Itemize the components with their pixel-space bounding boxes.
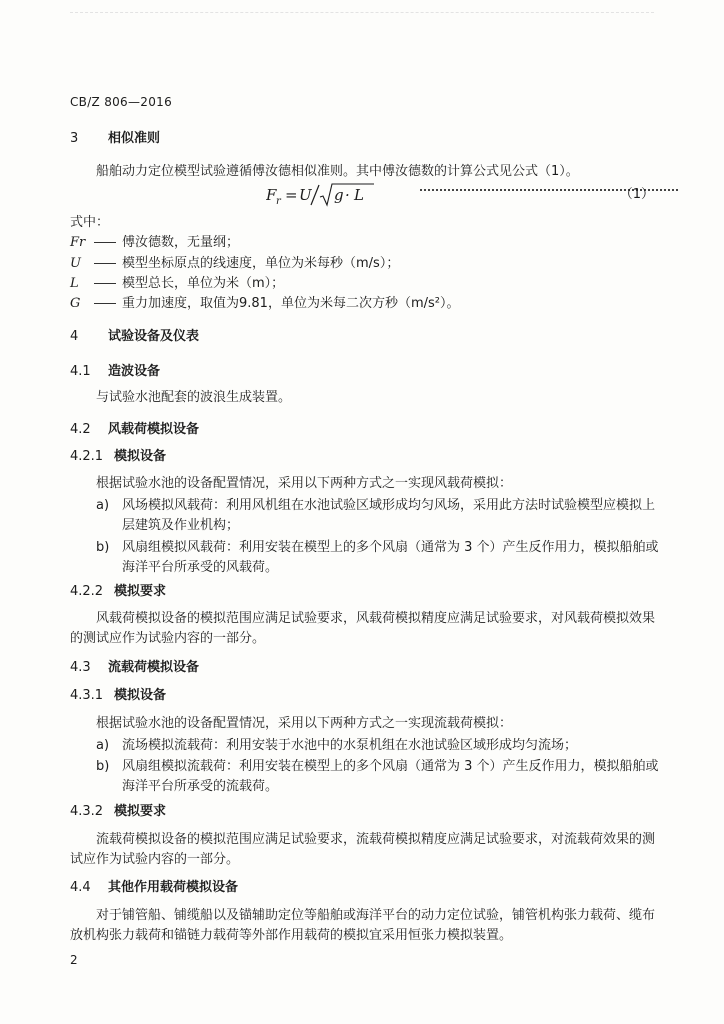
section-4-1-heading <box>70 360 160 379</box>
section-4-4-heading <box>70 876 238 895</box>
section-4-2-heading <box>70 418 199 437</box>
dash <box>94 303 116 304</box>
list-label: a) <box>96 498 110 513</box>
list-item-b <box>96 536 659 555</box>
section-4-3-2-line1: 流载荷模拟设备的模拟范围应满足试验要求，流载荷模拟精度应满足试验要求，对流载荷效果的测 <box>96 832 656 847</box>
svg-text:=: = <box>285 186 298 204</box>
section-title: 模拟设备 <box>114 688 167 703</box>
definition-text: 模型总长，单位为米（m）； <box>122 276 285 291</box>
section-4-3-1-intro: 根据试验水池的设备配置情况，采用以下两种方式之一实现流载荷模拟： <box>96 716 513 731</box>
list-item-a-continued: 层建筑及作业机构； <box>122 518 240 533</box>
definition-text: 傅汝德数，无量纲； <box>122 235 240 250</box>
symbol: Fr <box>70 235 86 250</box>
section-4-2-1-intro: 根据试验水池的设备配置情况，采用以下两种方式之一实现风载荷模拟： <box>96 476 513 491</box>
svg-text:g: g <box>334 186 344 204</box>
section-4-4-line2: 放机构张力载荷和锚链力载荷等外部作用载荷的模拟宜采用恒张力模拟装置。 <box>70 928 513 943</box>
section-4-2-1-heading <box>70 445 166 464</box>
svg-text:·: · <box>345 186 350 204</box>
section-number: 4 <box>70 329 79 344</box>
svg-text:F: F <box>266 186 277 204</box>
section-title: 模拟要求 <box>114 584 167 599</box>
section-4-2-2-line2: 的测试应作为试验内容的一部分。 <box>70 631 266 646</box>
dash <box>94 283 116 284</box>
list-item-a <box>96 734 577 753</box>
definition-fr <box>70 231 239 250</box>
section-4-1-body: 与试验水池配套的波浪生成装置。 <box>96 390 292 405</box>
list-text: 风扇组模拟风载荷：利用安装在模型上的多个风扇（通常为 3 个）产生反作用力，模拟船舶或 <box>122 540 659 555</box>
list-item-b-continued: 海洋平台所承受的流载荷。 <box>122 779 279 794</box>
list-item-a <box>96 494 655 513</box>
section-4-heading <box>70 325 199 344</box>
list-item-b-continued: 海洋平台所承受的风载荷。 <box>122 560 279 575</box>
standard-number: CB/Z 806—2016 <box>70 95 173 109</box>
section-4-3-heading <box>70 656 199 675</box>
section-title: 模拟要求 <box>114 804 167 819</box>
scan-edge-line <box>70 12 654 13</box>
section-4-2-2-line1: 风载荷模拟设备的模拟范围应满足试验要求，风载荷模拟精度应满足试验要求，对风载荷模拟效果 <box>96 611 656 626</box>
svg-text:r: r <box>276 196 281 207</box>
symbol: U <box>70 256 81 271</box>
section-title: 流载荷模拟设备 <box>108 660 200 675</box>
page-number: 2 <box>70 953 78 967</box>
section-number: 4.2.2 <box>70 584 104 599</box>
definition-g <box>70 292 459 311</box>
where-label: 式中： <box>70 215 110 230</box>
section-title: 造波设备 <box>108 364 161 379</box>
section-number: 4.3.2 <box>70 804 104 819</box>
list-label: b) <box>96 540 110 555</box>
section-title: 模拟设备 <box>114 449 167 464</box>
definition-text: 重力加速度，取值为9.81，单位为米每二次方秒（m/s²）。 <box>122 296 460 311</box>
section-4-3-1-heading <box>70 684 166 703</box>
section-title: 试验设备及仪表 <box>108 329 200 344</box>
svg-text:U: U <box>299 186 312 204</box>
list-text: 流场模拟流载荷：利用安装于水池中的水泵机组在水池试验区域形成均匀流场； <box>122 738 578 753</box>
definition-text: 模型坐标原点的线速度，单位为米每秒（m/s）； <box>122 256 400 271</box>
section-4-3-2-heading <box>70 800 166 819</box>
definition-u <box>70 252 399 271</box>
list-text: 风扇组模拟流载荷：利用安装在模型上的多个风扇（通常为 3 个）产生反作用力，模拟船舶或 <box>122 759 659 774</box>
section-title: 其他作用载荷模拟设备 <box>108 880 239 895</box>
section-number: 4.3 <box>70 660 91 675</box>
dash <box>94 242 116 243</box>
symbol: G <box>70 296 81 311</box>
section-4-2-2-heading <box>70 580 166 599</box>
list-item-b <box>96 755 659 774</box>
section-4-3-2-line2: 试应作为试验内容的一部分。 <box>70 852 240 867</box>
section-3-heading <box>70 127 160 146</box>
equation-number: （1） <box>619 187 654 202</box>
section-number: 4.1 <box>70 364 91 379</box>
section-3-intro: 船舶动力定位模型试验遵循傅汝德相似准则。其中傅汝德数的计算公式见公式（1）。 <box>96 164 579 179</box>
section-title: 风载荷模拟设备 <box>108 422 200 437</box>
froude-formula <box>266 183 416 211</box>
list-label: a) <box>96 738 110 753</box>
dash <box>94 263 116 264</box>
section-4-4-line1: 对于铺管船、铺缆船以及锚辅助定位等船舶或海洋平台的动力定位试验，铺管机构张力载荷、缆布 <box>96 908 656 923</box>
section-number: 4.4 <box>70 880 91 895</box>
definition-l <box>70 272 284 291</box>
formula-row <box>70 183 654 205</box>
section-number: 4.2.1 <box>70 449 104 464</box>
section-number: 4.3.1 <box>70 688 104 703</box>
section-number: 4.2 <box>70 422 91 437</box>
symbol: L <box>70 276 79 291</box>
list-label: b) <box>96 759 110 774</box>
svg-text:L: L <box>354 186 364 204</box>
list-text: 风场模拟风载荷：利用风机组在水池试验区域形成均匀风场，采用此方法时试验模型应模拟上 <box>122 498 656 513</box>
section-title: 相似准则 <box>108 131 161 146</box>
section-number: 3 <box>70 131 79 146</box>
formula-graphic <box>266 183 416 207</box>
